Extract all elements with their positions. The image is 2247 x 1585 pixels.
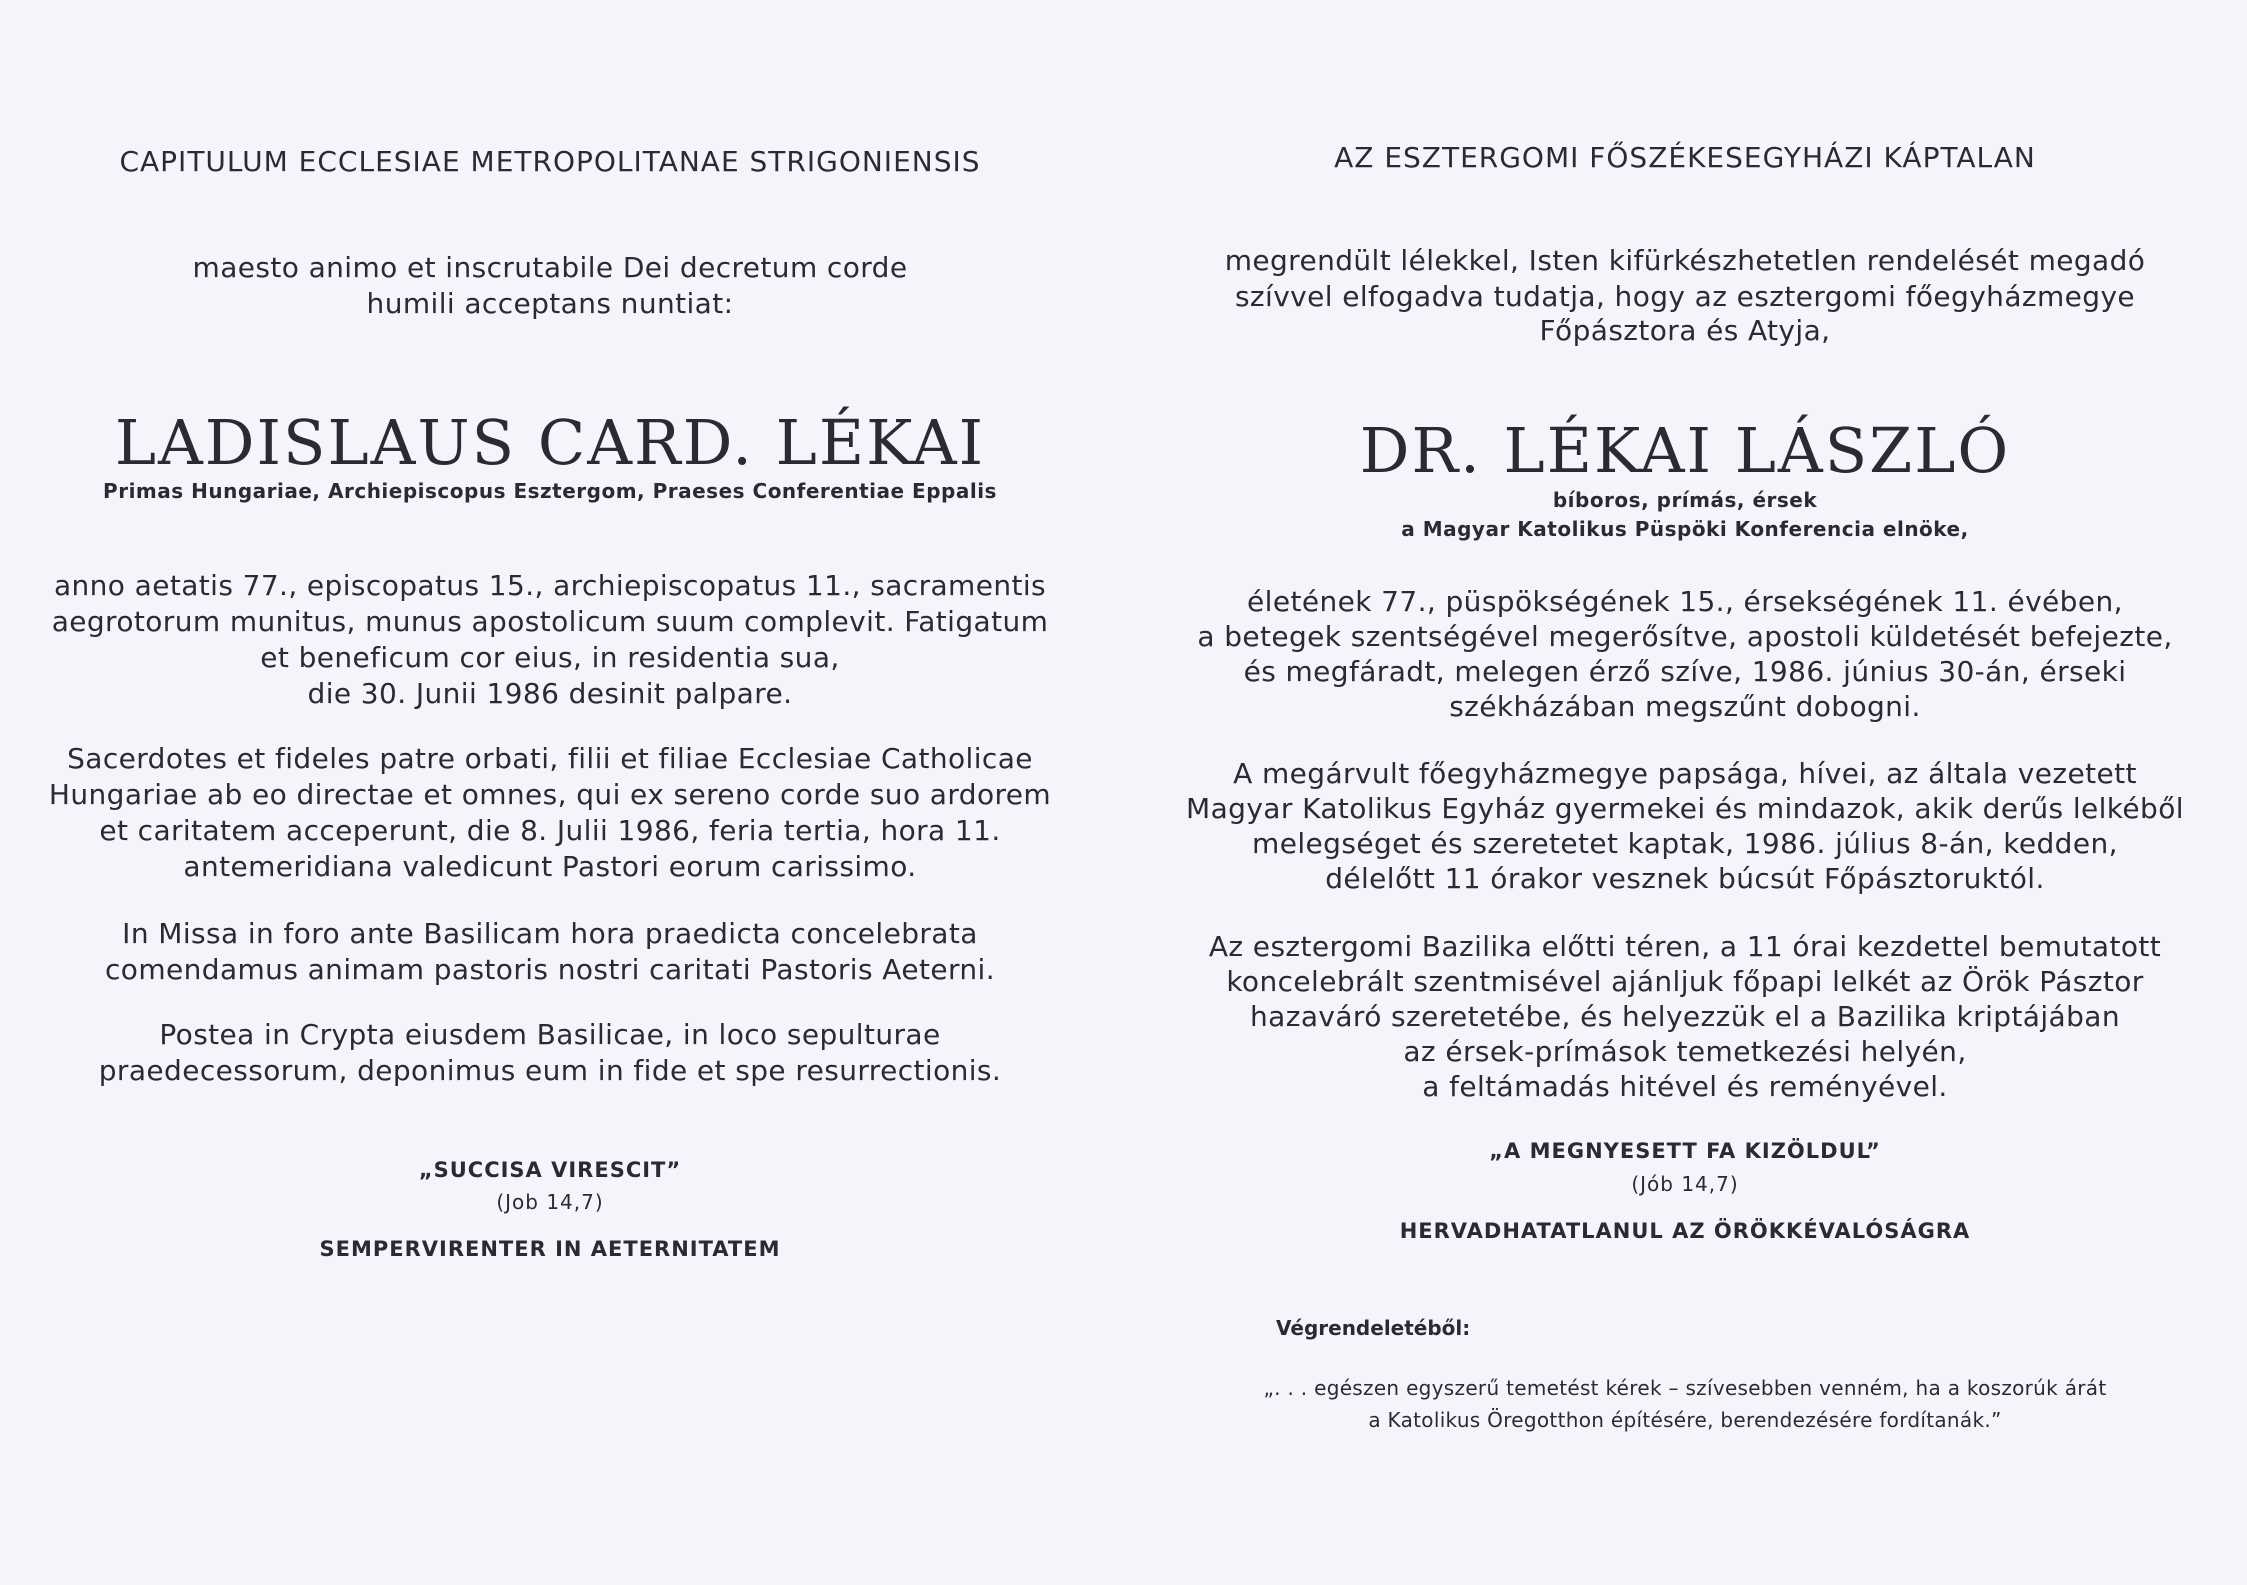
paragraph-line: A megárvult főegyházmegye papsága, hívei, az általa vezetett [1233, 757, 2137, 790]
intro-line: maesto animo et inscrutabile Dei decretum corde [192, 251, 908, 284]
paragraph-line: koncelebrált szentmisével ajánljuk főpapi lelkét az Örök Pásztor [1226, 965, 2144, 998]
deceased-titles: Primas Hungariae, Archiepiscopus Esztergom, Praeses Conferentiae Eppalis [103, 479, 997, 503]
intro-line: megrendült lélekkel, Isten kifürkészhetetlen rendelését megadó [1224, 244, 2146, 277]
closing-line: HERVADHATATLANUL AZ ÖRÖKKÉVALÓSÁGRA [1399, 1219, 1971, 1243]
paragraph-line: székházában megszűnt dobogni. [1449, 690, 1921, 723]
testament-label: Végrendeletéből: [1276, 1316, 1471, 1340]
paragraph-line: melegséget és szeretetet kaptak, 1986. július 8-án, kedden, [1252, 827, 2118, 860]
motto: „SUCCISA VIRESCIT” [418, 1158, 682, 1182]
deceased-title: bíboros, prímás, érsek [1552, 488, 1818, 512]
paragraph-line: Az esztergomi Bazilika előtti téren, a 11 órai kezdettel bemutatott [1208, 930, 2162, 963]
intro-line: szívvel elfogadva tudatja, hogy az esztergomi főegyházmegye [1234, 280, 2136, 313]
paragraph-line: Postea in Crypta eiusdem Basilicae, in loco sepulturae [159, 1018, 941, 1051]
deceased-title: a Magyar Katolikus Püspöki Konferencia elnöke, [1401, 517, 1969, 541]
paragraph-line: comendamus animam pastoris nostri caritati Pastoris Aeterni. [105, 953, 995, 986]
paragraph-line: hazaváró szeretetébe, és helyezzük el a Bazilika kriptájában [1250, 1000, 2120, 1033]
deceased-name: DR. LÉKAI LÁSZLÓ [1359, 414, 2011, 487]
paragraph-line: anno aetatis 77., episcopatus 15., archiepiscopatus 11., sacramentis [53, 569, 1047, 602]
paragraph-line: In Missa in foro ante Basilicam hora praedicta concelebrata [122, 917, 978, 950]
paragraph-line: Magyar Katolikus Egyház gyermekei és mindazok, akik derűs lelkéből [1186, 792, 2184, 825]
intro-line: humili acceptans nuntiat: [366, 287, 734, 320]
paragraph-line: életének 77., püspökségének 15., érsekségének 11. évében, [1247, 585, 2123, 618]
intro-line: Főpásztora és Atyja, [1539, 314, 1831, 347]
testament-quote-line: a Katolikus Öregotthon építésére, berendezésére fordítanák.” [1368, 1408, 2002, 1432]
paragraph-line: praedecessorum, deponimus eum in fide et spe resurrectionis. [98, 1054, 1002, 1087]
paragraph-line: aegrotorum munitus, munus apostolicum suum complevit. Fatigatum [51, 605, 1049, 638]
deceased-name: LADISLAUS CARD. LÉKAI [114, 406, 986, 479]
chapter-heading: CAPITULUM ECCLESIAE METROPOLITANAE STRIGONIENSIS [119, 145, 981, 178]
scripture-reference: (Job 14,7) [496, 1190, 604, 1214]
testament-quote-line: „. . . egészen egyszerű temetést kérek – szívesebben venném, ha a koszorúk árát [1263, 1376, 2107, 1400]
paragraph-line: délelőtt 11 órakor vesznek búcsút Főpásztoruktól. [1325, 862, 2045, 895]
paragraph-line: die 30. Junii 1986 desinit palpare. [307, 677, 793, 710]
paragraph-line: et caritatem acceperunt, die 8. Julii 1986, feria tertia, hora 11. [99, 814, 1001, 847]
paragraph-line: a feltámadás hitével és reményével. [1422, 1070, 1948, 1103]
hungarian-page [1123, 0, 2246, 1585]
paragraph-line: és megfáradt, melegen érző szíve, 1986. június 30-án, érseki [1243, 655, 2127, 688]
latin-page [0, 0, 1123, 1585]
closing-line: SEMPERVIRENTER IN AETERNITATEM [319, 1237, 781, 1261]
paragraph-line: antemeridiana valedicunt Pastori eorum carissimo. [183, 850, 917, 883]
chapter-heading: AZ ESZTERGOMI FŐSZÉKESEGYHÁZI KÁPTALAN [1334, 141, 2036, 174]
paragraph-line: Sacerdotes et fideles patre orbati, filii et filiae Ecclesiae Catholicae [67, 742, 1033, 775]
motto: „A MEGNYESETT FA KIZÖLDUL” [1489, 1139, 1881, 1163]
paragraph-line: az érsek-prímások temetkezési helyén, [1403, 1035, 1967, 1068]
paragraph-line: a betegek szentségével megerősítve, apostoli küldetését befejezte, [1197, 620, 2173, 653]
paragraph-line: et beneficum cor eius, in residentia sua, [260, 641, 840, 674]
paragraph-line: Hungariae ab eo directae et omnes, qui ex sereno corde suo ardorem [48, 778, 1052, 811]
scripture-reference: (Jób 14,7) [1631, 1172, 1739, 1196]
